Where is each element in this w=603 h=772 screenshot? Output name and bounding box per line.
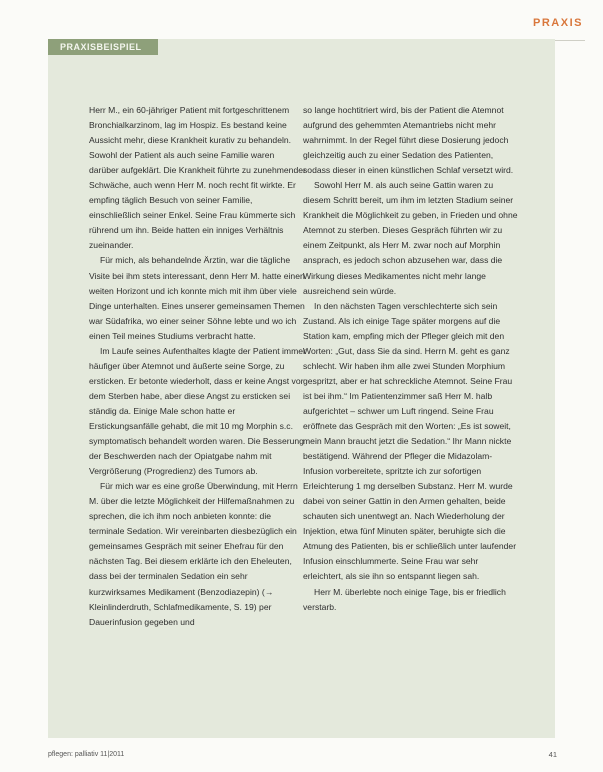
case-box	[48, 39, 555, 738]
paragraph: Sowohl Herr M. als auch seine Gattin waren zu diesem Schritt bereit, um ihm im letzten Stadium seiner Krankheit die Möglichkeit zu geben, in Frieden und ohne Atemnot zu sterben. Dieses Gespräch führten wir zu einem Zeitpunkt, als Herr M. zwar noch auf Morphin ansprach, es jedoch schon abzusehen war, dass die Wirkung dieses Medikamentes nicht mehr lange ausreichend sein würde.	[303, 180, 518, 296]
page-number: 41	[548, 750, 557, 759]
paragraph: Herr M. überlebte noch einige Tage, bis er friedlich verstarb.	[303, 586, 506, 612]
section-label: PRAXIS	[533, 17, 583, 29]
left-column	[89, 103, 306, 630]
paragraph: so lange hochtitriert wird, bis der Patient die Atemnot aufgrund des gehemmten Atemantriebs nicht mehr wahrnimmt. In der Regel führt diese Dosierung jedoch gleichzeitig auch zu einer Sedation des Patienten, sodass dieser in einen künstlichen Schlaf versetzt wird.	[303, 105, 514, 176]
right-column	[303, 103, 520, 615]
case-tag: PRAXISBEISPIEL	[48, 39, 158, 55]
paragraph: Für mich war es eine große Überwindung, mit Herrn M. über die letzte Möglichkeit der Hilfemaßnahmen zu sprechen, die ich ihm noch anbieten konnte: die terminale Sedation. Wir vereinbarten diesbezüglich ein gemeinsames Gespräch mit seiner Ehefrau für den nächsten Tag. Bei diesem erklärte ich den Eheleuten, dass bei der terminalen Sedation ein sehr kurzwirksames Medikament (Benzodiazepin) (→ Kleinlinderdruth, Schlafmedikamente, S. 19) per Dauerinfusion gegeben und	[89, 481, 298, 627]
paragraph: Herr M., ein 60-jähriger Patient mit fortgeschrittenem Bronchialkarzinom, lag im Hospiz. Es bestand keine Aussicht mehr, diese Krankheit kurativ zu behandeln. Sowohl der Patient als auch seine Familie waren darüber aufgeklärt. Die Krankheit führte zu zunehmender Schwäche, auch wenn Herr M. noch recht fit wirkte. Er empfing täglich Besuch von seiner Familie, einschließlich seiner Enkel. Seine Frau kümmerte sich rührend um ihn. Beide hatten ein inniges Verhältnis zueinander.	[89, 105, 306, 251]
paragraph: Für mich, als behandelnde Ärztin, war die tägliche Visite bei ihm stets interessant, denn Herr M. hatte einen weiten Horizont und ich konnte mich mit ihm über viele Dinge unterhalten. Eines unserer gemeinsamen Themen war Südafrika, wo einer seiner Söhne lebte und wo ich einen Teil meines Studiums verbracht hatte.	[89, 255, 305, 341]
paragraph: Im Laufe seines Aufenthaltes klagte der Patient immer häufiger über Atemnot und äußerte seine Sorge, zu ersticken. Er betonte wiederholt, dass er keine Angst vor dem Sterben habe, aber diese Angst zu ersticken sei ständig da. Einige Male schon hatte er Erstickungsanfälle gehabt, die mit 10 mg Morphin s.c. symptomatisch behandelt worden waren. Die Besserung der Beschwerden nach der Opiatgabe nahm mit Vergrößerung (Progredienz) des Tumors ab.	[89, 345, 306, 477]
footer-publication: pflegen: palliativ 11|2011	[48, 751, 125, 758]
paragraph: In den nächsten Tagen verschlechterte sich sein Zustand. Als ich einige Tage später morgens auf die Station kam, empfing mich der Pfleger gleich mit den Worten: „Gut, dass Sie da sind. Herrn M. geht es ganz schlecht. Wir haben ihm alle zwei Stunden Morphium gespritzt, aber er hat schreckliche Atemnot. Seine Frau ist bei ihm.“ Im Patientenzimmer saß Herr M. halb aufgerichtet – schwer um Luft ringend. Seine Frau eröffnete das Gespräch mit den Worten: „Es ist soweit, mein Mann braucht jetzt die Sedation.“ Ihr Mann nickte bestätigend. Während der Pfleger die Midazolam-Infusion vorbereitete, spritzte ich zur sofortigen Erleichterung 1 mg derselben Substanz. Herr M. wurde dabei von seiner Gattin in den Armen gehalten, beide schauten sich unentwegt an. Nach Wiederholung der Injektion, etwa fünf Minuten später, beruhigte sich die Atmung des Patienten, bis er schließlich unter laufender Infusion einschlummerte. Seine Frau war sehr erleichtert, als sie ihn so entspannt liegen sah.	[303, 300, 517, 582]
